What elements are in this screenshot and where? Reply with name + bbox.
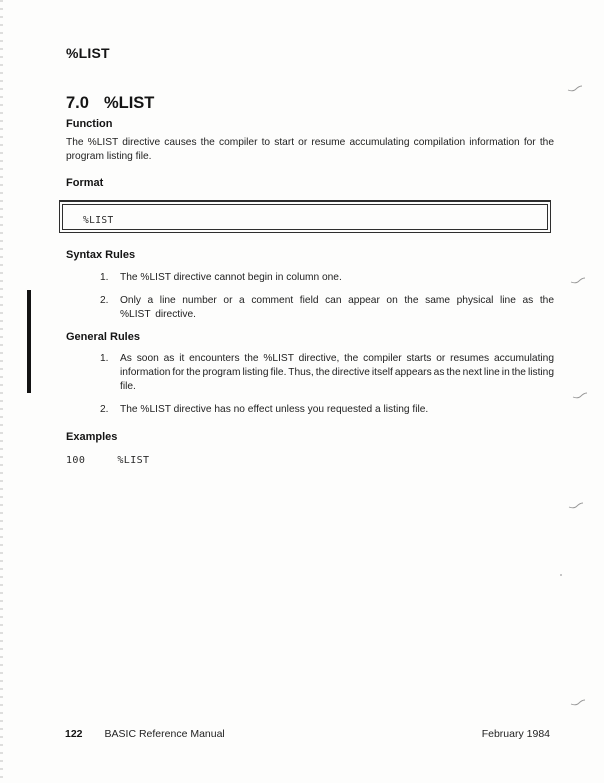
function-heading: Function	[66, 118, 113, 130]
general-rules-heading: General Rules	[66, 331, 140, 343]
section-number: 7.0	[66, 94, 89, 112]
rule-text: Only a line number or a comment field can appear on the same physical line as the %LIST directive.	[120, 295, 554, 320]
syntax-rule-item	[66, 294, 554, 322]
example-code: 100 %LIST	[66, 455, 150, 466]
examples-heading: Examples	[66, 431, 118, 443]
format-heading: Format	[66, 177, 104, 189]
page-footer	[65, 728, 550, 741]
format-box	[59, 200, 551, 233]
footer-date: February 1984	[481, 728, 550, 740]
function-body: The %LIST directive causes the compiler to start or resume accumulating compilation information for the program listing file.	[66, 137, 554, 162]
format-box-inner	[62, 204, 548, 230]
syntax-rules-heading: Syntax Rules	[66, 249, 136, 261]
footer-left	[65, 728, 225, 741]
rule-number: 1.	[100, 353, 109, 364]
section-heading	[66, 93, 554, 113]
general-rule-item	[66, 352, 554, 394]
rule-number: 2.	[100, 404, 109, 415]
rule-number: 1.	[100, 272, 109, 283]
rule-text: The %LIST directive has no effect unless you requested a listing file.	[120, 404, 429, 415]
general-rule-item	[66, 403, 554, 417]
rule-number: 2.	[100, 295, 109, 306]
running-head: %LIST	[66, 45, 110, 61]
rule-text: As soon as it encounters the %LIST directive, the compiler starts or resumes accumulating information for the program listing file. Thus, the directive itself appears as the next line in the listing file.	[120, 353, 554, 392]
rule-text: The %LIST directive cannot begin in column one.	[120, 272, 342, 283]
section-title: %LIST	[103, 94, 155, 112]
format-box-text: %LIST	[83, 215, 114, 226]
footer-page-number: 122	[65, 728, 83, 740]
footer-book-title: BASIC Reference Manual	[104, 728, 225, 740]
syntax-rule-item	[66, 271, 554, 285]
